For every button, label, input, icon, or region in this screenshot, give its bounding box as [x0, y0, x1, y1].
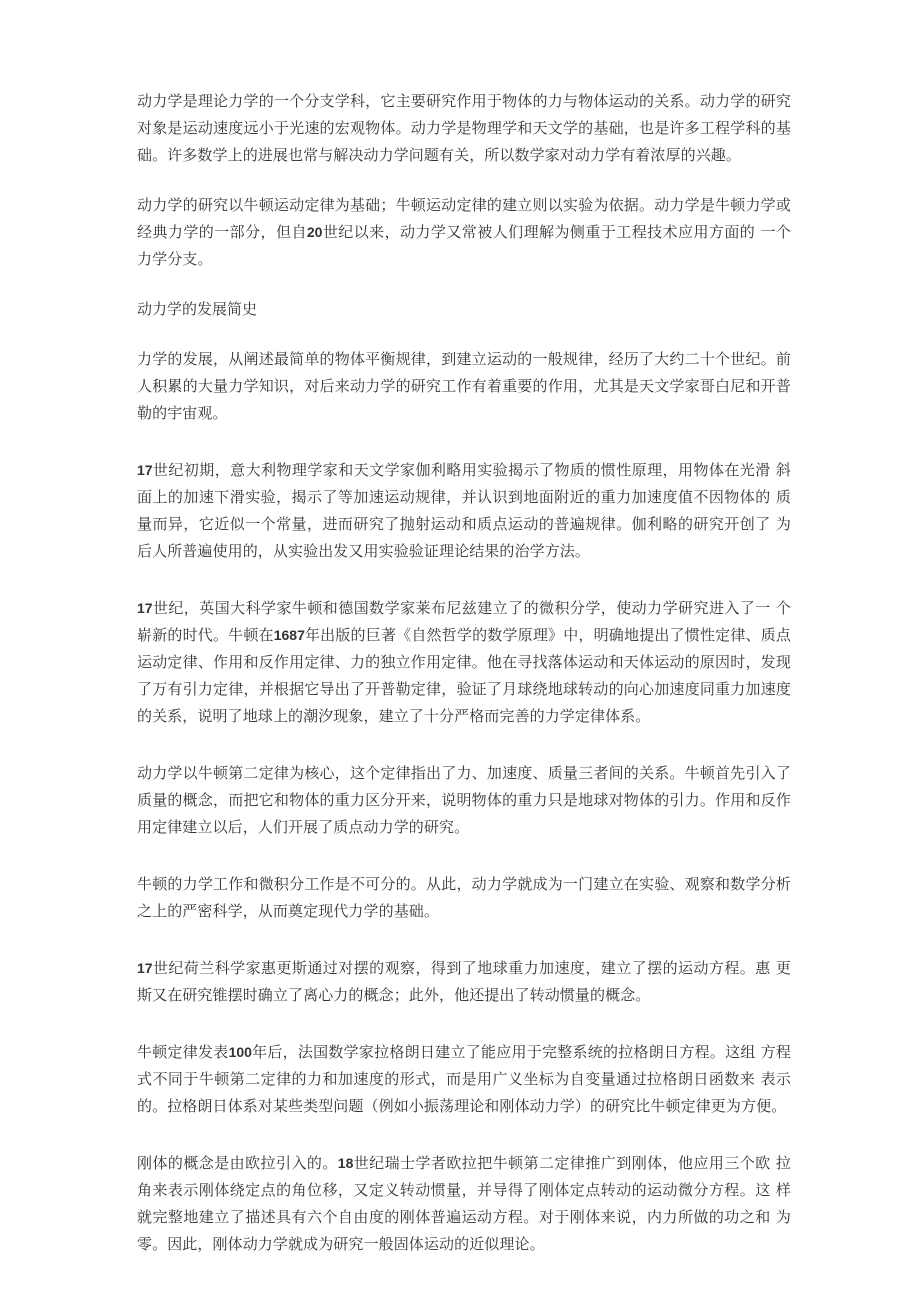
- paragraph-newton-leibniz-calculus: 17世纪，英国大科学家牛顿和德国数学家莱布尼兹建立了的微积分学，使动力学研究进入了一 个崭新的时代。牛顿在1687年出版的巨著《自然哲学的数学原理》中，明确地提出了惯性定律、质点运动定律、作用和反作用定律、力的独立作用定律。他在寻找落体运动和天体运动的原因时，发现了万有引力定律，并根据它导出了开普勒定律，验证了月球绕地球转动的向心加速度同重力加速度的关系，说明了地球上的潮汐现象，建立了十分严格而完善的力学定律体系。: [137, 599, 792, 725]
- inline-number: 18: [337, 1155, 354, 1171]
- inline-number: 1687: [273, 627, 305, 643]
- inline-number: 17: [137, 600, 153, 616]
- paragraph-euler-rigid-body: 刚体的概念是由欧拉引入的。18世纪瑞士学者欧拉把牛顿第二定律推广到刚体，他应用三个欧 拉角来表示刚体绕定点的角位移，又定义转动惯量，并导得了刚体定点转动的运动微分方程。这 样就完整地建立了描述具有六个自由度的刚体普遍运动方程。对于刚体来说，内力所做的功之和 为零。因此，刚体动力学就成为研究一般固体运动的近似理论。: [137, 1154, 791, 1253]
- inline-number: 17: [137, 960, 153, 976]
- inline-number: 17: [137, 462, 153, 478]
- section-heading-development-history: 动力学的发展简史: [137, 300, 258, 318]
- paragraph-newton-calculus-inseparable: 牛顿的力学工作和微积分工作是不可分的。从此，动力学就成为一门建立在实验、观察和数学分析之上的严密科学，从而奠定现代力学的基础。: [137, 875, 791, 920]
- paragraph-intro-definition: 动力学是理论力学的一个分支学科，它主要研究作用于物体的力与物体运动的关系。动力学的研究对象是运动速度远小于光速的宏观物体。动力学是物理学和天文学的基础，也是许多工程学科的基础。许多数学上的进展也常与解决动力学问题有关，所以数学家对动力学有着浓厚的兴趣。: [137, 92, 791, 164]
- paragraph-galileo: 17世纪初期，意大利物理学家和天文学家伽利略用实验揭示了物质的惯性原理，用物体在光滑 斜面上的加速下滑实验，揭示了等加速运动规律，并认识到地面附近的重力加速度值不因物体的 质量而异，它近似一个常量，进而研究了抛射运动和质点运动的普遍规律。伽利略的研究开创了 为后人所普遍使用的，从实验出发又用实验验证理论结果的治学方法。: [137, 461, 791, 560]
- paragraph-huygens: 17世纪荷兰科学家惠更斯通过对摆的观察，得到了地球重力加速度，建立了摆的运动方程。惠 更斯又在研究锥摆时确立了离心力的概念；此外，他还提出了转动惯量的概念。: [137, 959, 791, 1004]
- inline-number: 20: [306, 224, 323, 240]
- inline-number: 100: [228, 1044, 252, 1060]
- paragraph-mechanics-development: 力学的发展，从阐述最简单的物体平衡规律，到建立运动的一般规律，经历了大约二十个世纪。前人积累的大量力学知识，对后来动力学的研究工作有着重要的作用，尤其是天文学家哥白尼和开普勒的宇宙观。: [137, 350, 791, 422]
- document-text-body: [137, 88, 791, 1258]
- paragraph-second-law-core: 动力学以牛顿第二定律为核心，这个定律指出了力、加速度、质量三者间的关系。牛顿首先引入了质量的概念，而把它和物体的重力区分开来，说明物体的重力只是地球对物体的引力。作用和反作用定律建立以后，人们开展了质点动力学的研究。: [137, 764, 791, 836]
- paragraph-newton-basis: 动力学的研究以牛顿运动定律为基础；牛顿运动定律的建立则以实验为依据。动力学是牛顿力学或经典力学的一部分，但自20世纪以来，动力学又常被人们理解为侧重于工程技术应用方面的 一个力学分支。: [137, 196, 791, 268]
- paragraph-lagrange: 牛顿定律发表100年后，法国数学家拉格朗日建立了能应用于完整系统的拉格朗日方程。这组 方程式不同于牛顿第二定律的力和加速度的形式，而是用广义坐标为自变量通过拉格朗日函数来 表示的。拉格朗日体系对某些类型问题（例如小振荡理论和刚体动力学）的研究比牛顿定律更为方便。: [137, 1043, 791, 1115]
